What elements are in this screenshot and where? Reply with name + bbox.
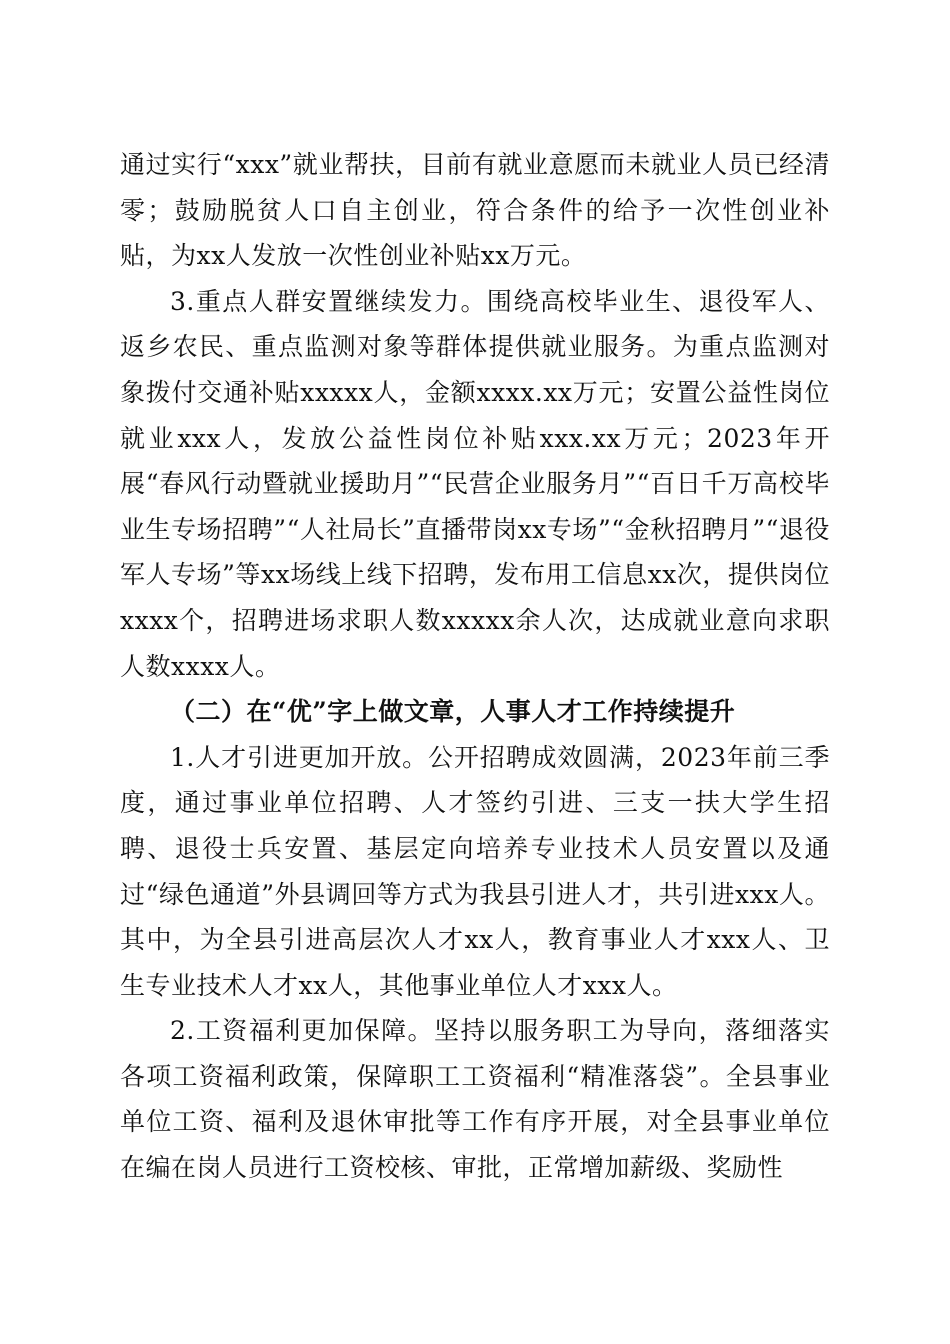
paragraph-key-groups: 3.重点人群安置继续发力。围绕高校毕业生、退役军人、返乡农民、重点监测对象等群体提供就业服务。为重点监测对象拨付交通补贴xxxxx人，金额xxxx.xx万元；安置公益性岗位就业xxx人，发放公益性岗位补贴xxx.xx万元；2023年开展“春风行动暨就业援助月”“民营企业服务月”“百日千万高校毕业生专场招聘”“人社局长”直播带岗xx专场”“金秋招聘月”“退役军人专场”等xx场线上线下招聘，发布用工信息xx次，提供岗位xxxx个，招聘进场求职人数xxxxx余人次，达成就业意向求职人数xxxx人。 [120, 286, 830, 681]
section-heading-talent-work: （二）在“优”字上做文章，人事人才工作持续提升 [170, 697, 736, 727]
paragraph-employment-assistance: 通过实行“xxx”就业帮扶，目前有就业意愿而未就业人员已经清零；鼓励脱贫人口自主创业，符合条件的给予一次性创业补贴，为xx人发放一次性创业补贴xx万元。 [120, 150, 830, 271]
paragraph-talent-introduction: 1.人才引进更加开放。公开招聘成效圆满，2023年前三季度，通过事业单位招聘、人才签约引进、三支一扶大学生招聘、退役士兵安置、基层定向培养专业技术人员安置以及通过“绿色通道”外县调回等方式为我县引进人才，共引进xxx人。其中，为全县引进高层次人才xx人，教育事业人才xxx人、卫生专业技术人才xx人，其他事业单位人才xxx人。 [120, 742, 830, 1000]
paragraph-salary-welfare: 2.工资福利更加保障。坚持以服务职工为导向，落细落实各项工资福利政策，保障职工工资福利“精准落袋”。全县事业单位工资、福利及退休审批等工作有序开展，对全县事业单位在编在岗人员进行工资校核、审批，正常增加薪级、奖励性 [120, 1016, 830, 1183]
document-body [120, 142, 830, 1191]
